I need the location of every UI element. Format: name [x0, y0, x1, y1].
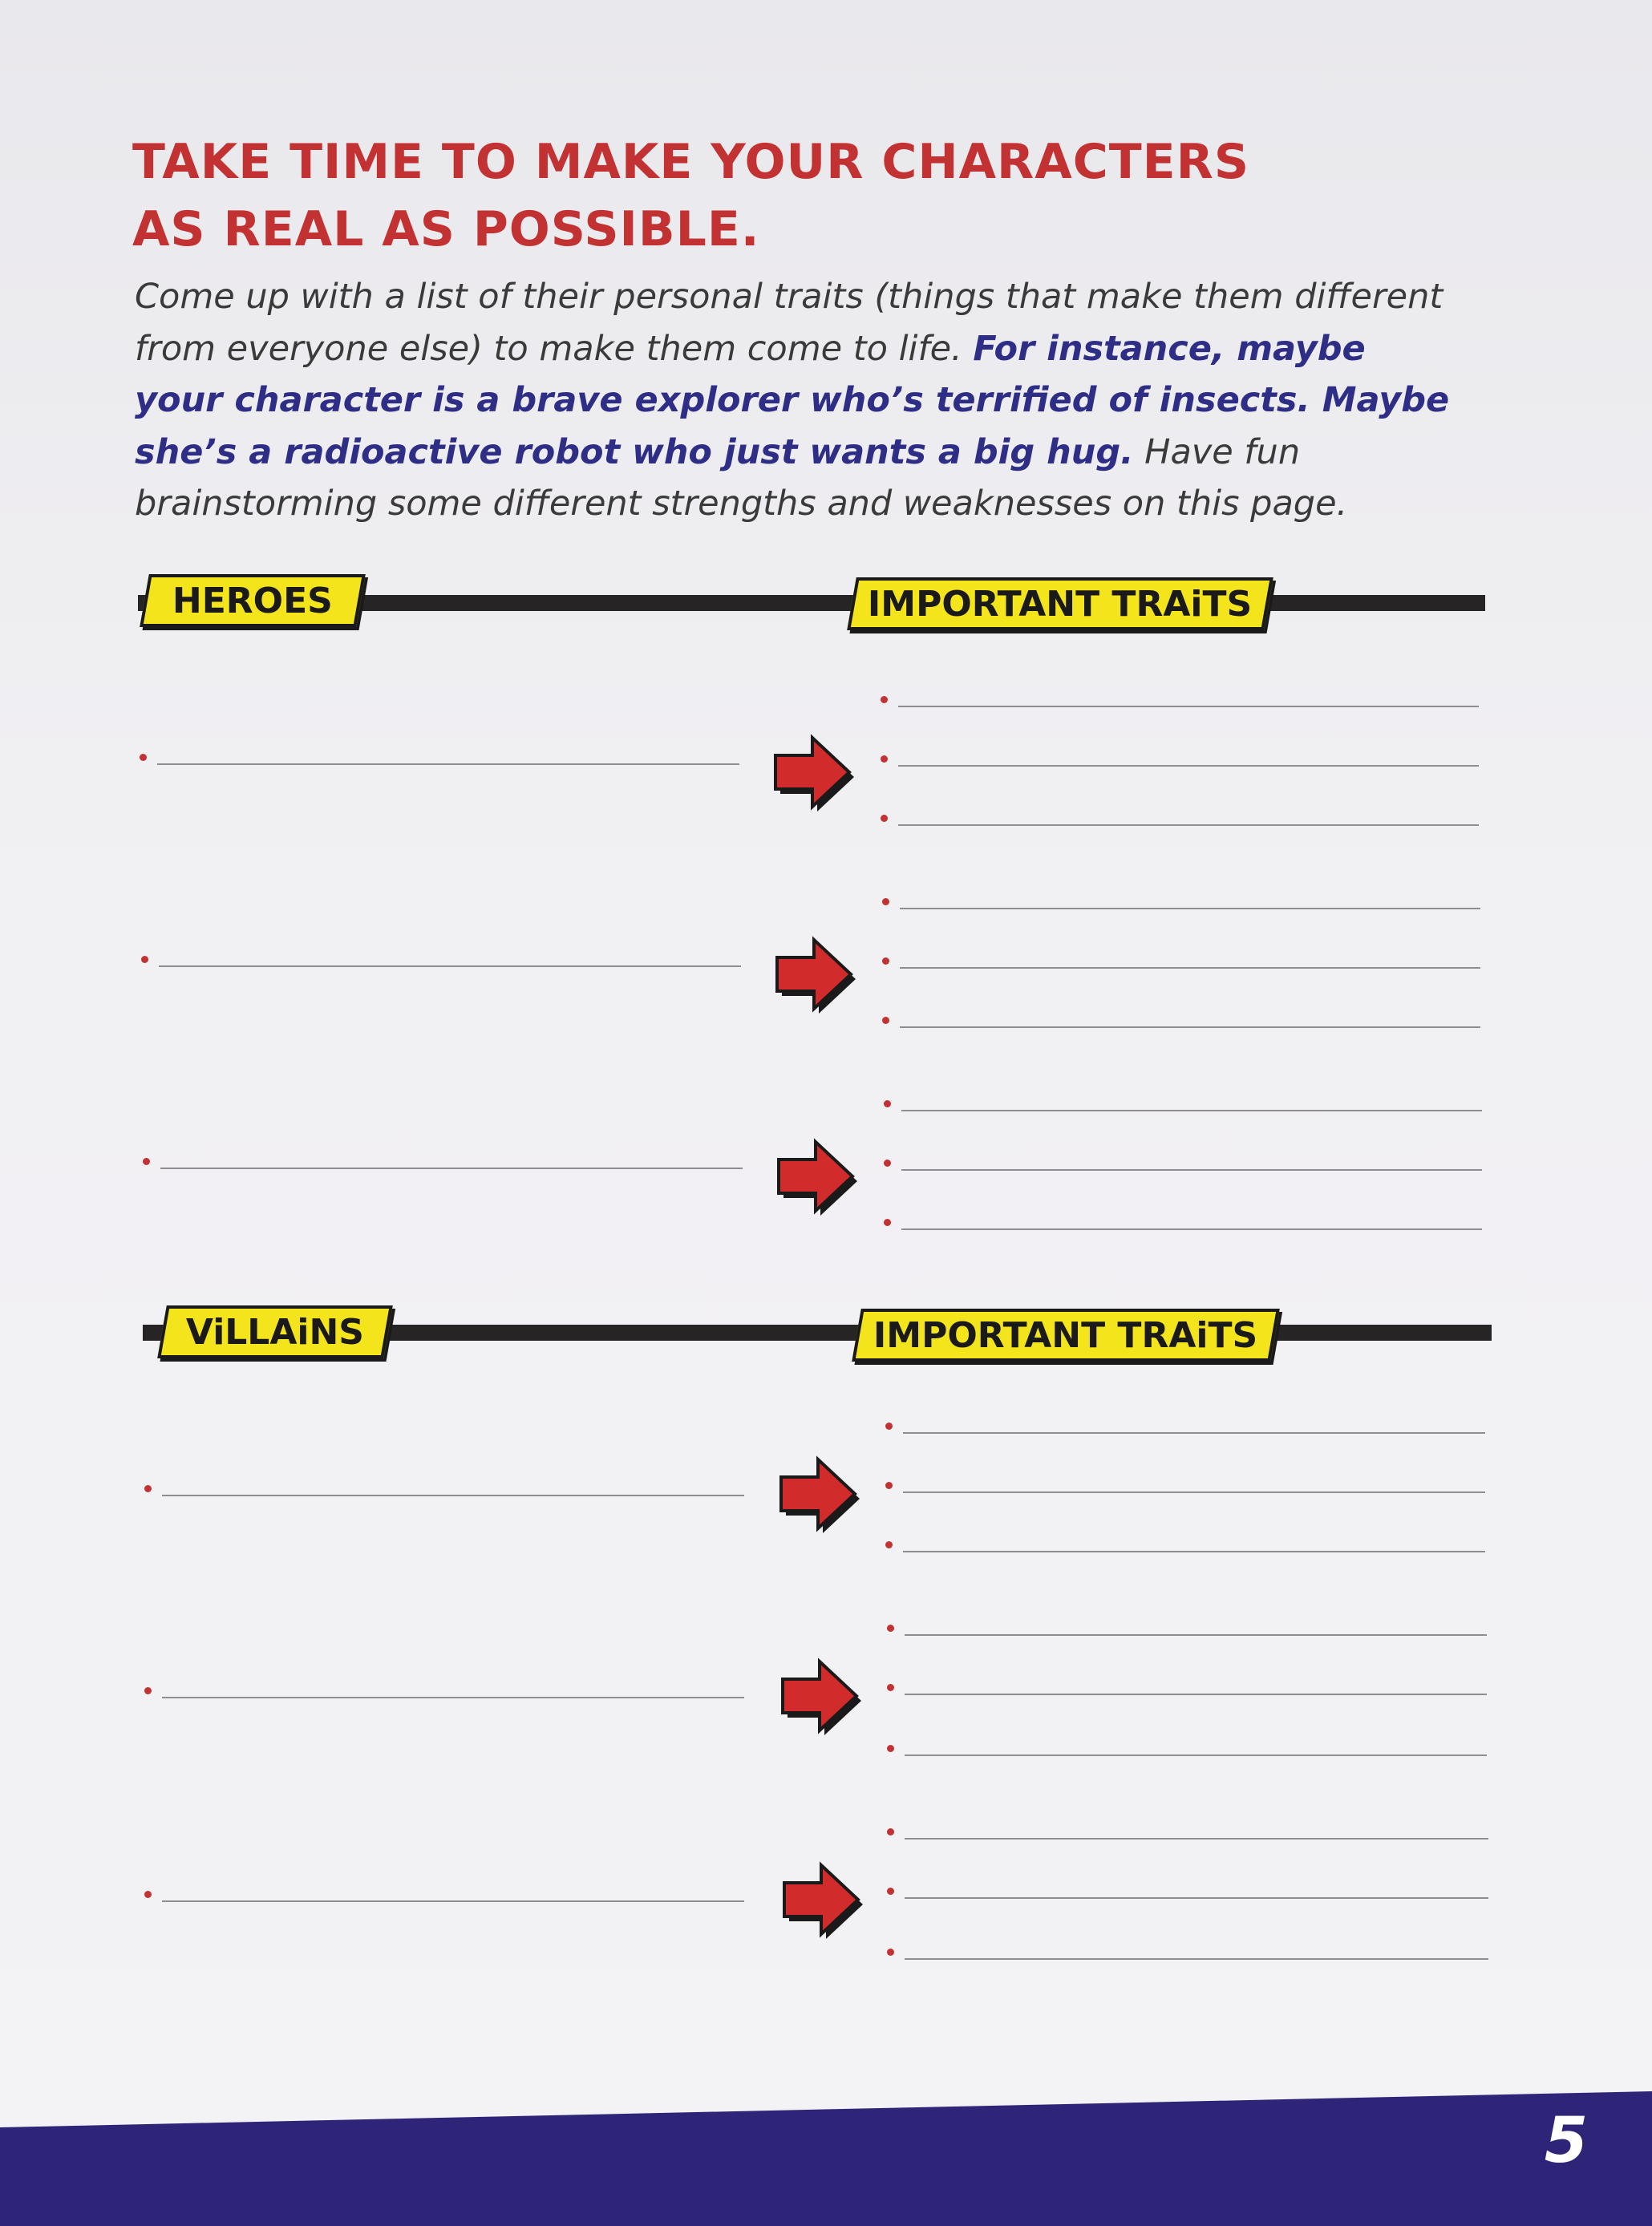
hero-trait-field[interactable] — [884, 1219, 1482, 1227]
villains-traits-label: IMPORTANT TRAiTS — [873, 1314, 1258, 1356]
bullet-dot — [881, 755, 888, 763]
right-arrow-icon — [769, 1132, 857, 1220]
write-line — [160, 1168, 743, 1169]
hero-trait-field[interactable] — [884, 1100, 1482, 1108]
write-line — [901, 1228, 1482, 1230]
hero-trait-field[interactable] — [881, 696, 1479, 704]
hero-name-field-2[interactable] — [141, 956, 741, 964]
write-line — [903, 1432, 1485, 1434]
bullet-dot — [887, 1949, 894, 1956]
villain-trait-field[interactable] — [885, 1541, 1485, 1549]
villains-traits-tag — [852, 1309, 1280, 1362]
bullet-dot — [884, 1160, 891, 1167]
write-line — [905, 1897, 1488, 1899]
write-line — [905, 1634, 1487, 1636]
bullet-dot — [887, 1625, 894, 1632]
write-line — [905, 1754, 1487, 1756]
write-line — [905, 1958, 1488, 1960]
bullet-dot — [144, 1687, 152, 1694]
heroes-traits-label: IMPORTANT TRAiTS — [868, 583, 1253, 625]
intro-highlight: For instance, maybe your character is a brave explorer who’s terrified of insects. Maybe she’s a radioactive robot who just wants a big hug. — [135, 328, 1450, 472]
hero-trait-field[interactable] — [884, 1160, 1482, 1168]
title-line-1: TAKE TIME TO MAKE YOUR CHARACTERS — [132, 134, 1250, 190]
villain-trait-field[interactable] — [887, 1949, 1488, 1957]
bullet-dot — [885, 1482, 893, 1489]
write-line — [905, 1694, 1487, 1695]
right-arrow-icon — [767, 930, 856, 1018]
villain-trait-field[interactable] — [887, 1745, 1487, 1753]
write-line — [159, 965, 741, 967]
intro-paragraph — [135, 271, 1458, 530]
write-line — [157, 763, 739, 765]
page-title — [132, 128, 1415, 263]
bullet-dot — [881, 815, 888, 822]
hero-trait-field[interactable] — [882, 1017, 1480, 1025]
bullet-dot — [881, 696, 888, 703]
write-line — [905, 1838, 1488, 1839]
write-line — [900, 967, 1480, 969]
write-line — [162, 1697, 744, 1698]
bullet-dot — [885, 1423, 893, 1430]
villain-name-field-1[interactable] — [144, 1485, 744, 1493]
villain-trait-field[interactable] — [887, 1888, 1488, 1896]
villains-label: ViLLAiNS — [185, 1311, 365, 1353]
bullet-dot — [144, 1891, 152, 1898]
write-line — [898, 706, 1479, 707]
bullet-dot — [144, 1485, 152, 1492]
villain-trait-field[interactable] — [885, 1423, 1485, 1431]
villain-trait-field[interactable] — [887, 1625, 1487, 1633]
bullet-dot — [885, 1541, 893, 1548]
bullet-dot — [887, 1888, 894, 1895]
bullet-dot — [884, 1100, 891, 1107]
bullet-dot — [143, 1158, 150, 1165]
hero-trait-field[interactable] — [882, 957, 1480, 965]
right-arrow-icon — [775, 1856, 863, 1944]
villain-trait-field[interactable] — [887, 1828, 1488, 1836]
intro-text-1: Come up with a list of their personal traits (things that make them different from everyone else) to make them come to life. — [135, 277, 1443, 369]
heroes-traits-tag — [847, 577, 1273, 630]
bullet-dot — [887, 1828, 894, 1835]
villain-trait-field[interactable] — [887, 1684, 1487, 1692]
bullet-dot — [882, 898, 889, 905]
bullet-dot — [141, 956, 148, 963]
write-line — [900, 1026, 1480, 1028]
write-line — [903, 1551, 1485, 1552]
right-arrow-icon — [766, 728, 854, 816]
villain-trait-field[interactable] — [885, 1482, 1485, 1490]
heroes-tag — [140, 574, 366, 627]
write-line — [900, 908, 1480, 909]
bullet-dot — [887, 1745, 894, 1752]
footer-band — [0, 2091, 1652, 2226]
bullet-dot — [882, 1017, 889, 1024]
write-line — [901, 1169, 1482, 1171]
bullet-dot — [140, 754, 147, 761]
bullet-dot — [882, 957, 889, 965]
write-line — [162, 1900, 744, 1902]
write-line — [898, 765, 1479, 767]
villain-name-field-3[interactable] — [144, 1891, 744, 1899]
write-line — [162, 1495, 744, 1496]
hero-trait-field[interactable] — [881, 755, 1479, 763]
bullet-dot — [887, 1684, 894, 1691]
intro-text-2: Have fun brainstorming some different strengths and weaknesses on this page. — [135, 431, 1348, 524]
write-line — [903, 1491, 1485, 1493]
write-line — [901, 1110, 1482, 1111]
right-arrow-icon — [771, 1450, 860, 1538]
page-number: 5 — [1544, 2105, 1588, 2177]
villains-tag — [157, 1305, 393, 1358]
right-arrow-icon — [773, 1652, 861, 1740]
hero-trait-field[interactable] — [881, 815, 1479, 823]
villain-name-field-2[interactable] — [144, 1687, 744, 1695]
write-line — [898, 824, 1479, 826]
bullet-dot — [884, 1219, 891, 1226]
heroes-label: HEROES — [172, 580, 333, 621]
hero-name-field-1[interactable] — [140, 754, 739, 762]
hero-trait-field[interactable] — [882, 898, 1480, 906]
hero-name-field-3[interactable] — [143, 1158, 743, 1166]
title-line-2: AS REAL AS POSSIBLE. — [132, 201, 760, 257]
